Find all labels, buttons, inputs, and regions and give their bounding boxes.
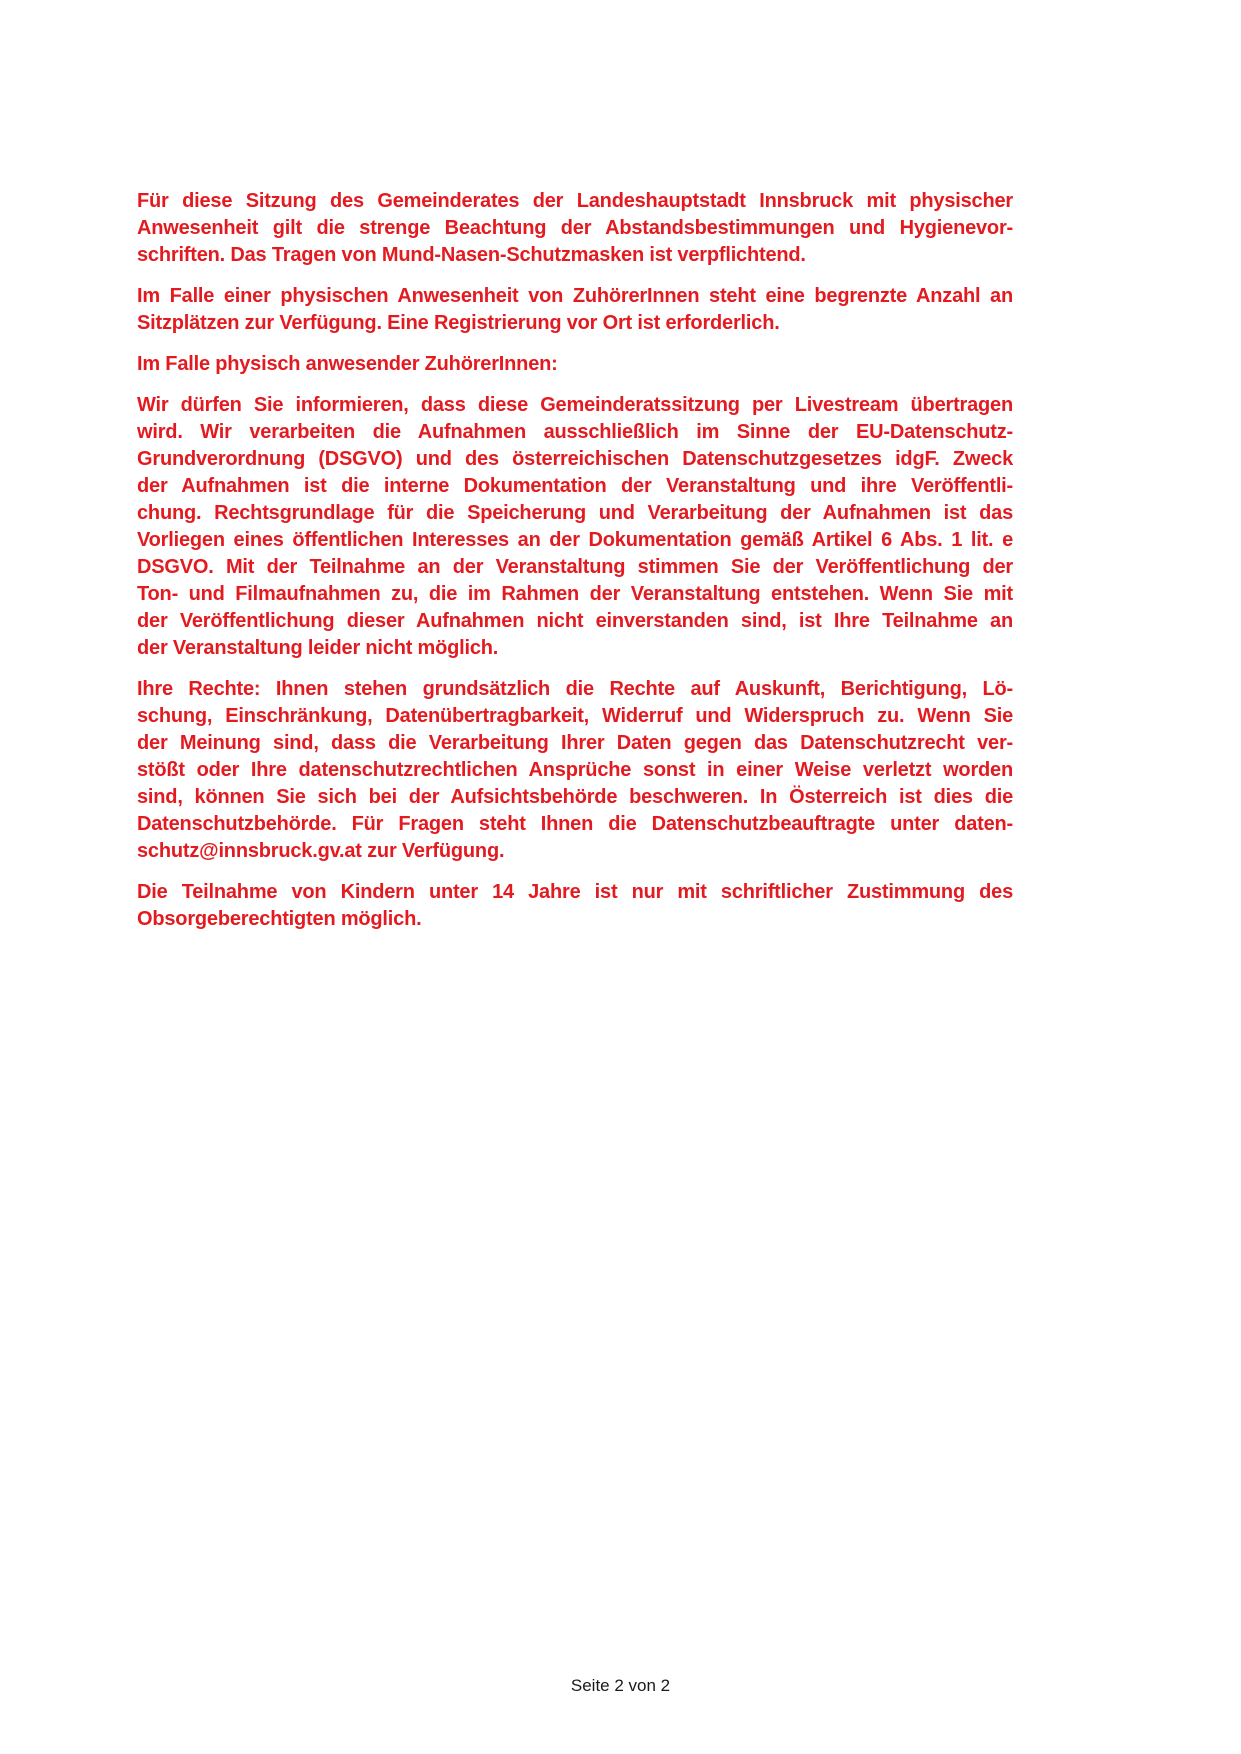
page-number-label: Seite 2 von 2 bbox=[570, 1676, 671, 1695]
text-line: Ihre Rechte: Ihnen stehen grundsätzlich die Rechte auf Auskunft, Berichtigung, Lö- bbox=[137, 678, 1013, 700]
text-line: Obsorgeberechtigten möglich. bbox=[137, 908, 422, 930]
text-line: Vorliegen eines öffentlichen Interesses an der Dokumentation gemäß Artikel 6 Abs. 1 lit. e bbox=[137, 529, 1013, 551]
text-line: der Veranstaltung leider nicht möglich. bbox=[137, 637, 499, 659]
text-line: Ton- und Filmaufnahmen zu, die im Rahmen der Veranstaltung entstehen. Wenn Sie mit bbox=[137, 583, 1013, 605]
text-line: Im Falle einer physischen Anwesenheit von ZuhörerInnen steht eine begrenzte Anzahl an bbox=[137, 285, 1013, 307]
text-line: schutz@innsbruck.gv.at zur Verfügung. bbox=[137, 840, 505, 862]
page-footer bbox=[0, 1676, 1241, 1696]
text-line: Im Falle physisch anwesender ZuhörerInnen: bbox=[137, 353, 558, 375]
text-line: Wir dürfen Sie informieren, dass diese Gemeinderatssitzung per Livestream übertragen bbox=[137, 394, 1013, 416]
text-line: stößt oder Ihre datenschutzrechtlichen Ansprüche sonst in einer Weise verletzt worden bbox=[137, 759, 1013, 781]
text-line: der Veröffentlichung dieser Aufnahmen nicht einverstanden sind, ist Ihre Teilnahme an bbox=[137, 610, 1013, 632]
text-line: chung. Rechtsgrundlage für die Speicherung und Verarbeitung der Aufnahmen ist das bbox=[137, 502, 1013, 524]
text-line: schung, Einschränkung, Datenübertragbarkeit, Widerruf und Widerspruch zu. Wenn Sie bbox=[137, 705, 1013, 727]
text-line: DSGVO. Mit der Teilnahme an der Veranstaltung stimmen Sie der Veröffentlichung der bbox=[137, 556, 1013, 578]
paragraph bbox=[137, 351, 1013, 378]
text-line: der Meinung sind, dass die Verarbeitung Ihrer Daten gegen das Datenschutzrecht ver- bbox=[137, 732, 1013, 754]
text-line: wird. Wir verarbeiten die Aufnahmen ausschließlich im Sinne der EU-Datenschutz- bbox=[137, 421, 1013, 443]
paragraph bbox=[137, 392, 1013, 662]
paragraph bbox=[137, 188, 1013, 269]
document-body bbox=[137, 188, 1013, 947]
text-line: der Aufnahmen ist die interne Dokumentation der Veranstaltung und ihre Veröffentli- bbox=[137, 475, 1013, 497]
paragraph bbox=[137, 676, 1013, 865]
paragraph bbox=[137, 283, 1013, 337]
text-line: Die Teilnahme von Kindern unter 14 Jahre ist nur mit schriftlicher Zustimmung des bbox=[137, 881, 1013, 903]
paragraph bbox=[137, 879, 1013, 933]
text-line: schriften. Das Tragen von Mund-Nasen-Schutzmasken ist verpflichtend. bbox=[137, 244, 806, 266]
text-line: sind, können Sie sich bei der Aufsichtsbehörde beschweren. In Österreich ist dies die bbox=[137, 786, 1013, 808]
text-line: Anwesenheit gilt die strenge Beachtung der Abstandsbestimmungen und Hygienevor- bbox=[137, 217, 1013, 239]
text-line: Für diese Sitzung des Gemeinderates der Landeshauptstadt Innsbruck mit physischer bbox=[137, 190, 1013, 212]
text-line: Grundverordnung (DSGVO) und des österreichischen Datenschutzgesetzes idgF. Zweck bbox=[137, 448, 1013, 470]
text-line: Sitzplätzen zur Verfügung. Eine Registrierung vor Ort ist erforderlich. bbox=[137, 312, 780, 334]
text-line: Datenschutzbehörde. Für Fragen steht Ihnen die Datenschutzbeauftragte unter daten- bbox=[137, 813, 1013, 835]
